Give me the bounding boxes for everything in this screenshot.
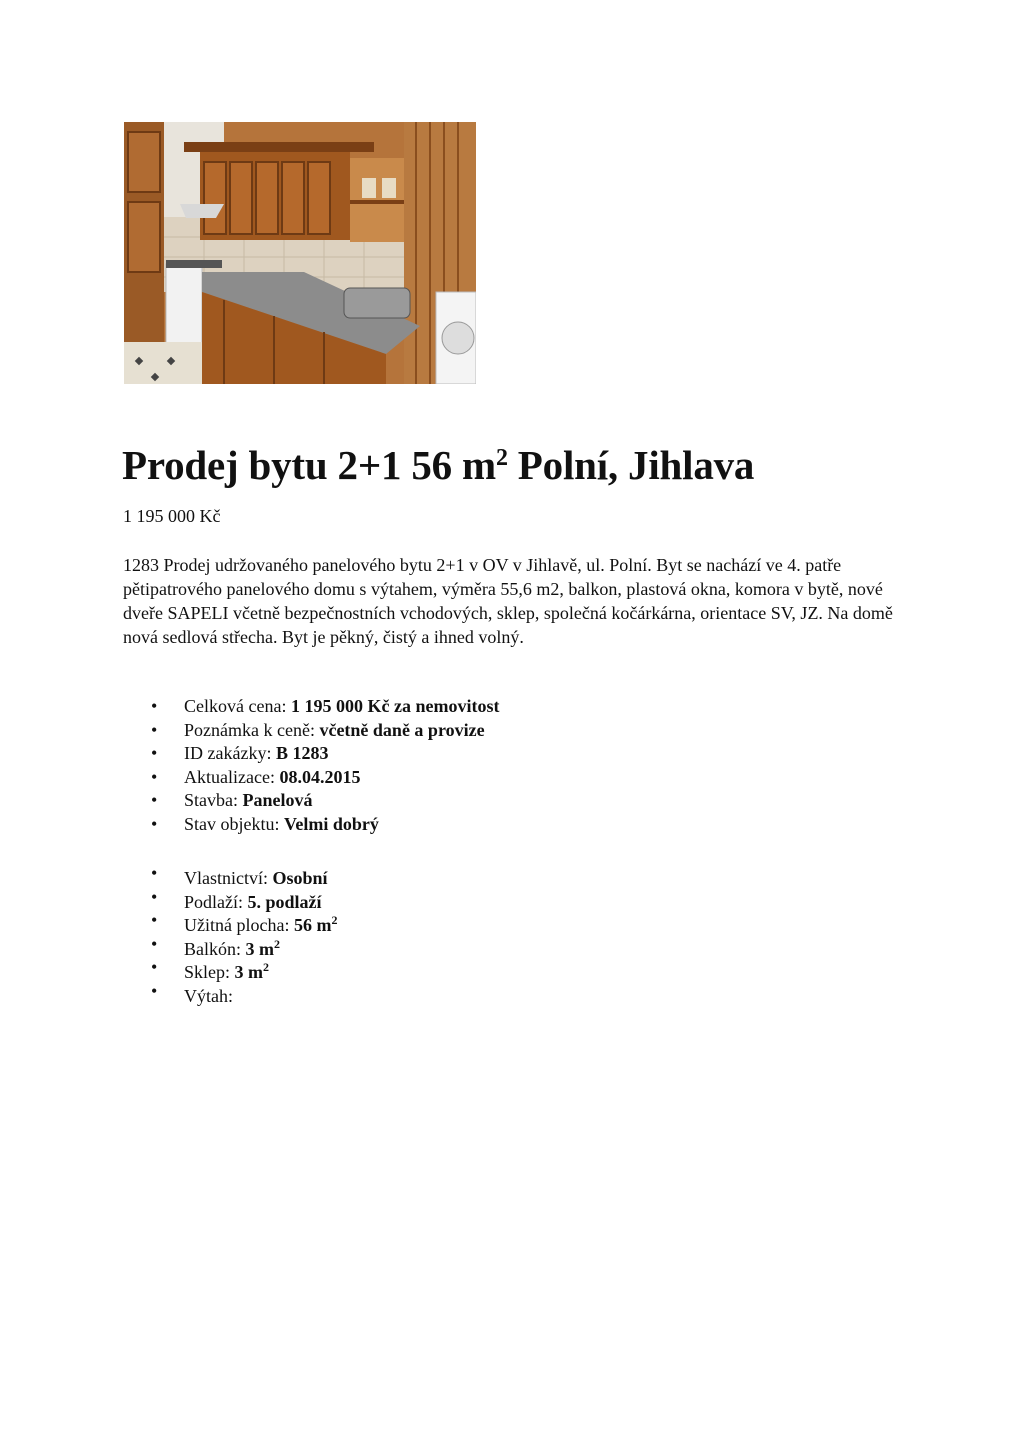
param-value: 1 195 000 Kč za nemovitost — [290, 696, 500, 716]
param-label: Stav objektu: — [184, 813, 284, 834]
param-label: Poznámka k ceně: — [184, 719, 320, 740]
param-value: 08.04.2015 — [279, 766, 361, 787]
param-value-sup: 2 — [274, 936, 280, 951]
param-label: ID zakázky: — [184, 743, 276, 764]
param-value-text: 5. podlaží — [247, 891, 322, 912]
param-label: Stavba: — [184, 790, 243, 811]
listing-title — [122, 428, 754, 495]
params-list-property — [123, 862, 337, 1004]
param-value-sup: 2 — [331, 913, 338, 928]
param-item — [123, 933, 337, 957]
param-label: Vlastnictví: — [184, 868, 273, 888]
param-item — [123, 909, 338, 936]
param-value: B 1283 — [275, 743, 329, 764]
param-value: včetně daně a provize — [319, 719, 485, 740]
param-item — [123, 742, 499, 766]
param-label: Užitná plocha: — [184, 915, 294, 936]
param-label: Balkón: — [184, 938, 246, 959]
param-item — [123, 956, 337, 983]
param-label: Celková cena: — [184, 696, 291, 716]
param-value: Panelová — [242, 790, 313, 811]
param-item — [123, 813, 499, 837]
param-item — [123, 766, 499, 790]
param-value-text: 3 m — [245, 938, 274, 959]
kitchen-photo — [124, 122, 476, 384]
param-item — [123, 789, 499, 813]
param-item — [123, 980, 337, 1004]
param-value-text: Osobní — [272, 868, 328, 888]
param-value-text: 56 m — [293, 915, 332, 936]
param-item — [123, 695, 499, 719]
param-value: Velmi dobrý — [284, 813, 379, 834]
title-location: Polní, Jihlava — [507, 442, 755, 488]
listing-description: 1283 Prodej udržovaného panelového bytu 2+1 v OV v Jihlavě, ul. Polní. Byt se nachází ve 4. patře pětipatrového panelového domu s výtahem, výměra 55,6 m2, balkon, plastová okna, komora v bytě, nové dveře SAPELI včetně bezpečnostních vchodových, sklep, společná kočárkárna, orientace SV, JZ. Na domě nová sedlová střecha. Byt je pěkný, čistý a ihned volný. — [123, 555, 893, 647]
title-main: Prodej bytu 2+1 56 m — [122, 442, 496, 488]
param-item — [123, 862, 337, 886]
title-superscript: 2 — [495, 445, 508, 471]
param-label: Sklep: — [184, 962, 235, 983]
param-label: Podlaží: — [184, 891, 248, 912]
param-label: Výtah: — [184, 985, 233, 1006]
params-list-price — [123, 695, 499, 837]
param-item — [123, 886, 337, 910]
param-value-text: 3 m — [234, 962, 264, 983]
param-value-sup: 2 — [263, 960, 270, 975]
param-item — [123, 719, 499, 743]
param-label: Aktualizace: — [184, 766, 280, 787]
listing-price: 1 195 000 Kč — [123, 506, 221, 526]
